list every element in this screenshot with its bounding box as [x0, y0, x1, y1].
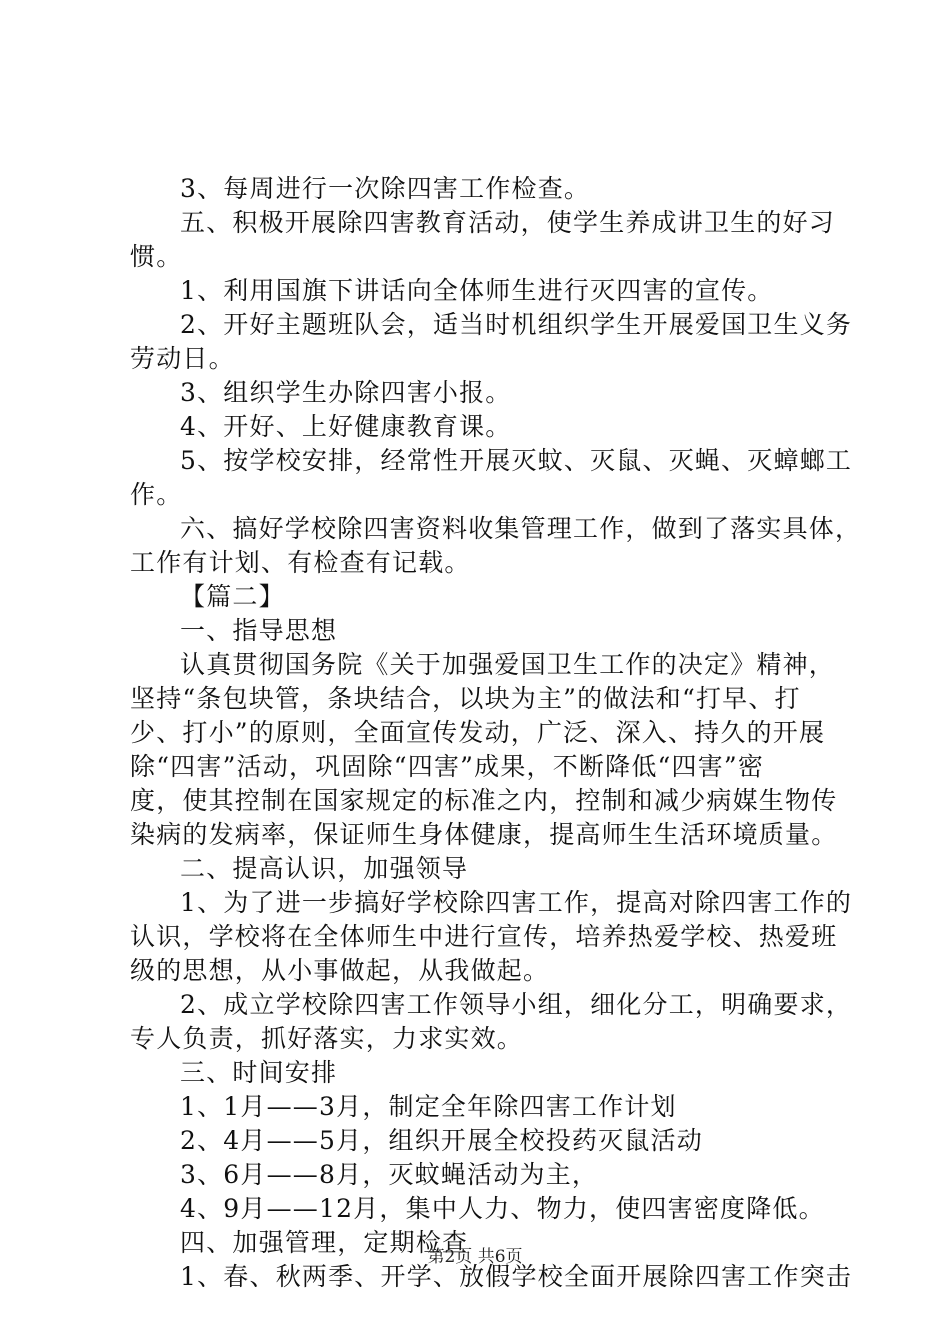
text-line: 坚持“条包块管，条块结合，以块为主”的做法和“打早、打: [130, 684, 801, 713]
text-line: 5、按学校安排，经常性开展灭蚊、灭鼠、灭蝇、灭蟑螂工: [180, 446, 853, 475]
text-line: 二、提高认识，加强领导: [180, 854, 469, 883]
text-line: 度，使其控制在国家规定的标准之内，控制和减少病媒生物传: [130, 786, 838, 815]
text-line: 3、6月——8月，灭蚊蝇活动为主，: [180, 1160, 599, 1189]
text-line: 少、打小”的原则，全面宣传发动，广泛、深入、持久的开展: [130, 718, 826, 747]
page-footer: 第2页 共6页: [427, 1247, 523, 1267]
text-line: 4、开好、上好健康教育课。: [180, 412, 512, 441]
text-line: 三、时间安排: [180, 1058, 338, 1087]
text-line: 4、9月——12月，集中人力、物力，使四害密度降低。: [180, 1194, 825, 1223]
text-line: 1、1月——3月，制定全年除四害工作计划: [180, 1092, 677, 1121]
text-line: 一、指导思想: [180, 616, 338, 645]
text-line: 五、积极开展除四害教育活动，使学生养成讲卫生的好习: [180, 208, 836, 237]
text-line: 作。: [130, 480, 183, 509]
text-line: 除“四害”活动，巩固除“四害”成果，不断降低“四害”密: [130, 752, 765, 781]
text-line: 认真贯彻国务院《关于加强爱国卫生工作的决定》精神，: [180, 650, 836, 679]
text-line: 3、组织学生办除四害小报。: [180, 378, 512, 407]
text-line: 级的思想，从小事做起，从我做起。: [130, 956, 550, 985]
text-line: 认识，学校将在全体师生中进行宣传，培养热爱学校、热爱班: [130, 922, 838, 951]
text-line: 2、4月——5月，组织开展全校投药灭鼠活动: [180, 1126, 703, 1155]
text-line: 惯。: [130, 242, 183, 271]
text-line: 专人负责，抓好落实，力求实效。: [130, 1024, 524, 1053]
text-line: 2、开好主题班队会，适当时机组织学生开展爱国卫生义务: [180, 310, 853, 339]
text-line: 2、成立学校除四害工作领导小组，细化分工，明确要求，: [180, 990, 853, 1019]
text-line: 1、为了进一步搞好学校除四害工作，提高对除四害工作的: [180, 888, 853, 917]
text-line: 工作有计划、有检查有记载。: [130, 548, 471, 577]
text-line: 【篇二】: [180, 582, 285, 611]
text-line: 四、加强管理，定期检查: [180, 1228, 469, 1257]
text-line: 劳动日。: [130, 344, 235, 373]
text-line: 1、春、秋两季、开学、放假学校全面开展除四害工作突击: [180, 1262, 853, 1291]
text-line: 3、每周进行一次除四害工作检查。: [180, 174, 591, 203]
document-body: [130, 172, 862, 1294]
text-line: 六、搞好学校除四害资料收集管理工作，做到了落实具体，: [180, 514, 862, 543]
text-line: 1、利用国旗下讲话向全体师生进行灭四害的宣传。: [180, 276, 774, 305]
text-line: 染病的发病率，保证师生身体健康，提高师生生活环境质量。: [130, 820, 838, 849]
